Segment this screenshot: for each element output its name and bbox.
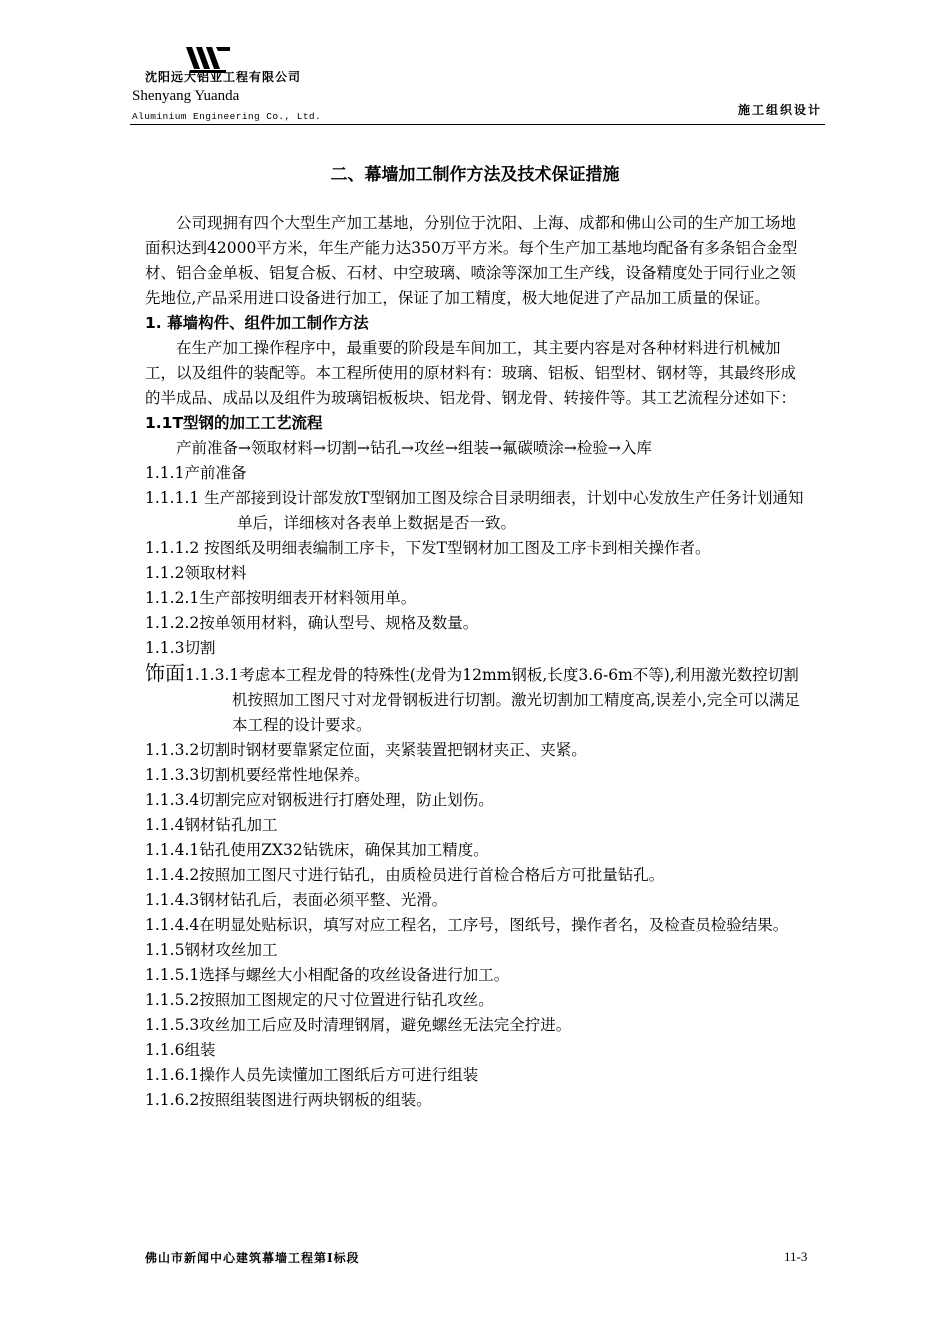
company-name-en: Shenyang Yuanda <box>132 88 240 104</box>
item-1-1-5-2: 1.1.5.2按照加工图规定的尺寸位置进行钻孔攻丝。 <box>145 991 494 1009</box>
document-type: 施工组织设计 <box>737 103 822 117</box>
section-heading-1: 1. 幕墙构件、组件加工制作方法 <box>145 314 369 332</box>
item-1-1-3-1-text: 1.1.3.1考虑本工程龙骨的特殊性(龙骨为12mm钢板,长度3.6-6m不等),利用激光数控切割机按照加工图尺寸对龙骨钢板进行切割。激光切割加工精度高,误差小,完全可以满足本工程的设计要求。 <box>185 666 800 734</box>
subsection-1-1-1: 1.1.1产前准备 <box>145 464 247 482</box>
header-divider <box>130 124 825 125</box>
subsection-1-1-3: 1.1.3切割 <box>145 639 216 657</box>
company-name-cn: 沈阳远大铝业工程有限公司 <box>145 70 302 84</box>
stray-prefix: 饰面 <box>145 661 185 685</box>
item-1-1-2-1: 1.1.2.1生产部按明细表开材料领用单。 <box>145 589 417 607</box>
item-1-1-6-1: 1.1.6.1操作人员先读懂加工图纸后方可进行组装 <box>145 1066 479 1084</box>
item-1-1-6-2: 1.1.6.2按照组装图进行两块钢板的组装。 <box>145 1091 432 1109</box>
item-1-1-4-3: 1.1.4.3钢材钻孔后，表面必须平整、光滑。 <box>145 891 448 909</box>
footer-project-name: 佛山市新闻中心建筑幕墙工程第Ⅰ标段 <box>145 1251 360 1265</box>
item-1-1-3-1 <box>145 661 810 738</box>
company-name-en-sub: Aluminium Engineering Co., Ltd. <box>132 111 322 122</box>
item-1-1-1-1: 1.1.1.1 生产部接到设计部发放T型钢加工图及综合目录明细表，计划中心发放生产任务计划通知单后，详细核对各表单上数据是否一致。 <box>145 489 804 532</box>
process-flow: 产前准备→领取材料→切割→钻孔→攻丝→组装→氟碳喷涂→检验→入库 <box>176 439 652 457</box>
item-1-1-3-2: 1.1.3.2切割时钢材要靠紧定位面，夹紧装置把钢材夹正、夹紧。 <box>145 741 587 759</box>
section-1-paragraph: 在生产加工操作程序中，最重要的阶段是车间加工，其主要内容是对各种材料进行机械加工，以及组件的装配等。本工程所使用的原材料有：玻璃、铝板、铝型材、钢材等，其最终形成的半成品、成品以及组件为玻璃铝板板块、铝龙骨、钢龙骨、转接件等。其工艺流程分述如下： <box>145 339 797 407</box>
page-title: 二、幕墙加工制作方法及技术保证措施 <box>330 165 620 185</box>
item-1-1-5-3: 1.1.5.3攻丝加工后应及时清理钢屑，避免螺丝无法完全拧进。 <box>145 1016 572 1034</box>
subsection-1-1-4: 1.1.4钢材钻孔加工 <box>145 816 278 834</box>
document-body <box>145 211 810 1113</box>
subsection-1-1-5: 1.1.5钢材攻丝加工 <box>145 941 278 959</box>
page-number: 11-3 <box>784 1249 808 1264</box>
subsection-1-1-2: 1.1.2领取材料 <box>145 564 247 582</box>
item-1-1-3-3: 1.1.3.3切割机要经常性地保养。 <box>145 766 370 784</box>
item-1-1-3-4: 1.1.3.4切割完应对钢板进行打磨处理，防止划伤。 <box>145 791 494 809</box>
subsection-1-1-6: 1.1.6组装 <box>145 1041 216 1059</box>
item-1-1-2-2: 1.1.2.2按单领用材料，确认型号、规格及数量。 <box>145 614 479 632</box>
item-1-1-4-2: 1.1.4.2按照加工图尺寸进行钻孔，由质检员进行首检合格后方可批量钻孔。 <box>145 866 665 884</box>
item-1-1-4-4: 1.1.4.4在明显处贴标识，填写对应工程名，工序号，图纸号，操作者名，及检查员检验结果。 <box>145 916 789 934</box>
intro-paragraph: 公司现拥有四个大型生产加工基地，分别位于沈阳、上海、成都和佛山公司的生产加工场地面积达到42000平方米，年生产能力达350万平方米。每个生产加工基地均配备有多条铝合金型材、铝合金单板、铝复合板、石材、中空玻璃、喷涂等深加工生产线，设备精度处于同行业之领先地位,产品采用进口设备进行加工，保证了加工精度，极大地促进了产品加工质量的保证。 <box>145 214 798 307</box>
item-1-1-1-2: 1.1.1.2 按图纸及明细表编制工序卡，下发T型钢材加工图及工序卡到相关操作者。 <box>145 539 711 557</box>
item-1-1-4-1: 1.1.4.1钻孔使用ZX32钻铣床，确保其加工精度。 <box>145 841 489 859</box>
section-heading-1-1: 1.1T型钢的加工工艺流程 <box>145 414 323 432</box>
item-1-1-5-1: 1.1.5.1选择与螺丝大小相配备的攻丝设备进行加工。 <box>145 966 510 984</box>
